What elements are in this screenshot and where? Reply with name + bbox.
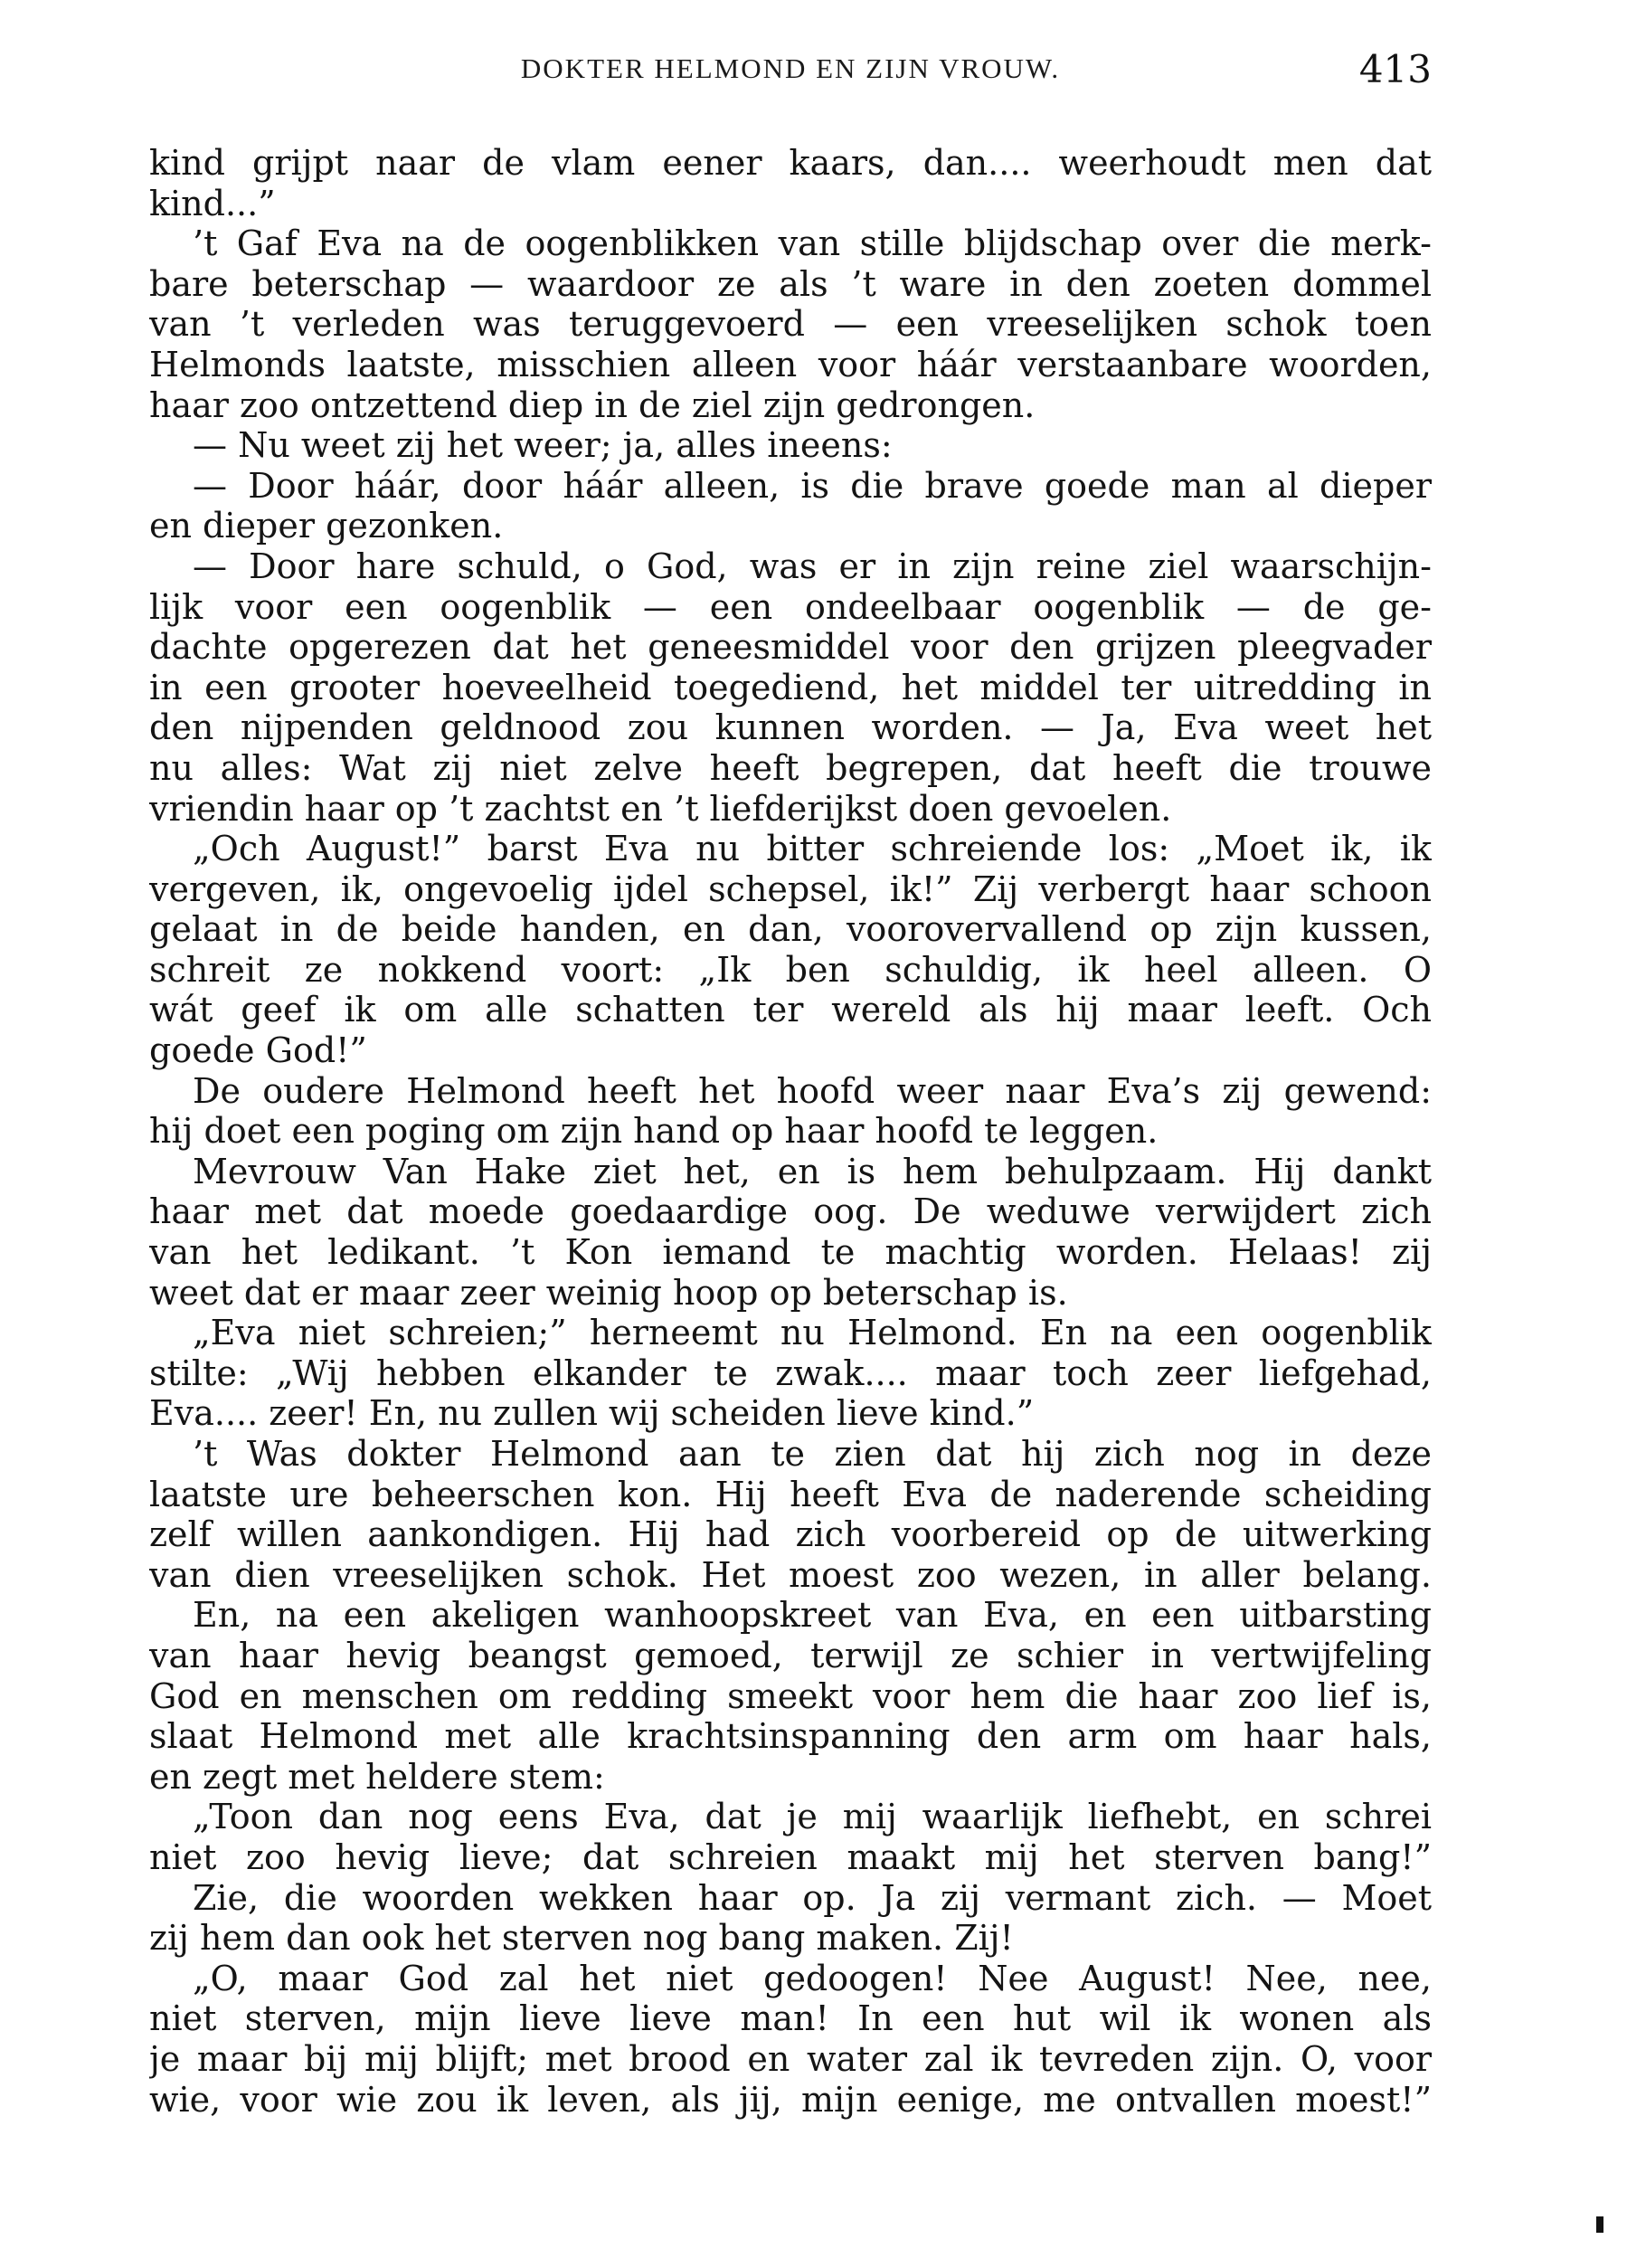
page-header <box>149 47 1432 101</box>
text-line: ’t Gaf Eva na de oogenblikken van stille blijdschap over die merk- <box>193 223 1432 264</box>
text-line: kind...” <box>149 183 276 223</box>
text-line: dachte opgerezen dat het geneesmiddel voor den grijzen pleegvader <box>149 627 1432 668</box>
text-line: En, na een akeligen wanhoopskreet van Eva, en een uitbarsting <box>193 1595 1432 1636</box>
text-line: bare beterschap — waardoor ze als ’t ware in den zoeten dommel <box>149 263 1432 304</box>
text-line: in een grooter hoeveelheid toegediend, het middel ter uitredding in <box>149 667 1432 707</box>
text-line: en zegt met heldere stem: <box>149 1756 605 1797</box>
page-number: 413 <box>1358 47 1432 91</box>
text-line: Mevrouw Van Hake ziet het, en is hem behulpzaam. Hij dankt <box>193 1151 1432 1191</box>
text-line: van ’t verleden was teruggevoerd — een vreeselijken schok toen <box>149 304 1432 345</box>
text-line: — Nu weet zij het weer; ja, alles ineens: <box>193 425 893 466</box>
text-line: van haar hevig beangst gemoed, terwijl ze schier in vertwijfeling <box>149 1635 1432 1675</box>
text-line: laatste ure beheerschen kon. Hij heeft Eva de naderende scheiding <box>149 1474 1432 1514</box>
text-line: Zie, die woorden wekken haar op. Ja zij vermant zich. — Moet <box>193 1877 1432 1918</box>
text-line: kind grijpt naar de vlam eener kaars, dan.... weerhoudt men dat <box>149 143 1432 183</box>
text-line: De oudere Helmond heeft het hoofd weer naar Eva’s zij gewend: <box>193 1070 1432 1111</box>
text-line: nu alles: Wat zij niet zelve heeft begrepen, dat heeft die trouwe <box>149 747 1432 788</box>
text-line: Helmonds laatste, misschien alleen voor háár verstaanbare woorden, <box>149 344 1432 384</box>
running-title: DOKTER HELMOND EN ZIJN VROUW. <box>520 52 1061 84</box>
text-line: lijk voor een oogenblik — een ondeelbaar oogenblik — de ge- <box>149 586 1432 627</box>
text-line: niet sterven, mijn lieve lieve man! In een hut wil ik wonen als <box>149 1998 1432 2039</box>
text-line: goede God!” <box>149 1030 367 1071</box>
text-line: — Door háár, door háár alleen, is die brave goede man al dieper <box>193 465 1432 506</box>
text-line: schreit ze nokkend voort: „Ik ben schuldig, ik heel alleen. O <box>149 949 1432 990</box>
text-line: niet zoo hevig lieve; dat schreien maakt mij het sterven bang!” <box>149 1836 1432 1877</box>
text-line: „Toon dan nog eens Eva, dat je mij waarlijk liefhebt, en schrei <box>193 1797 1432 1837</box>
text-line: haar zoo ontzettend diep in de ziel zijn gedrongen. <box>149 384 1036 425</box>
text-line: wát geef ik om alle schatten ter wereld als hij maar leeft. Och <box>149 990 1432 1030</box>
text-line: je maar bij mij blijft; met brood en water zal ik tevreden zijn. O, voor <box>149 2038 1432 2079</box>
text-line: stilte: „Wij hebben elkander te zwak.... maar toch zeer liefgehad, <box>149 1352 1432 1393</box>
text-line: slaat Helmond met alle krachtsinspanning den arm om haar hals, <box>149 1716 1432 1757</box>
text-line: hij doet een poging om zijn hand op haar hoofd te leggen. <box>149 1111 1159 1152</box>
text-line: van het ledikant. ’t Kon iemand te machtig worden. Helaas! zij <box>149 1232 1432 1273</box>
text-line: wie, voor wie zou ik leven, als jij, mijn eenige, me ontvallen moest!” <box>149 2079 1432 2120</box>
text-line: van dien vreeselijken schok. Het moest zoo wezen, in aller belang. <box>149 1554 1432 1595</box>
text-line: gelaat in de beide handen, en dan, voorovervallend op zijn kussen, <box>149 909 1432 950</box>
text-line: „Eva niet schreien;” herneemt nu Helmond. En na een oogenblik <box>193 1313 1432 1353</box>
text-line: weet dat er maar zeer weinig hoop op beterschap is. <box>149 1272 1068 1313</box>
text-line: zelf willen aankondigen. Hij had zich voorbereid op de uitwerking <box>149 1514 1432 1555</box>
text-line: „O, maar God zal het niet gedoogen! Nee August! Nee, nee, <box>193 1958 1432 1998</box>
text-line: „Och August!” barst Eva nu bitter schreiende los: „Moet ik, ik <box>193 829 1432 869</box>
text-line: haar met dat moede goedaardige oog. De weduwe verwijdert zich <box>149 1191 1432 1232</box>
text-line: Eva.... zeer! En, nu zullen wij scheiden lieve kind.” <box>149 1393 1035 1434</box>
text-line: ’t Was dokter Helmond aan te zien dat hij zich nog in deze <box>193 1434 1432 1474</box>
text-line: God en menschen om redding smeekt voor hem die haar zoo lief is, <box>149 1675 1432 1716</box>
text-body <box>149 143 1432 2120</box>
text-line: den nijpenden geldnood zou kunnen worden. — Ja, Eva weet het <box>149 707 1432 748</box>
text-line: en dieper gezonken. <box>149 506 504 546</box>
text-line: — Door hare schuld, o God, was er in zijn reine ziel waarschijn- <box>193 546 1432 586</box>
text-line: vergeven, ik, ongevoelig ijdel schepsel, ik!” Zij verbergt haar schoon <box>149 868 1432 909</box>
text-line: vriendin haar op ’t zachtst en ’t liefderijkst doen gevoelen. <box>149 788 1172 829</box>
scan-mark <box>1596 2216 1603 2233</box>
text-line: zij hem dan ook het sterven nog bang maken. Zij! <box>149 1918 1014 1959</box>
